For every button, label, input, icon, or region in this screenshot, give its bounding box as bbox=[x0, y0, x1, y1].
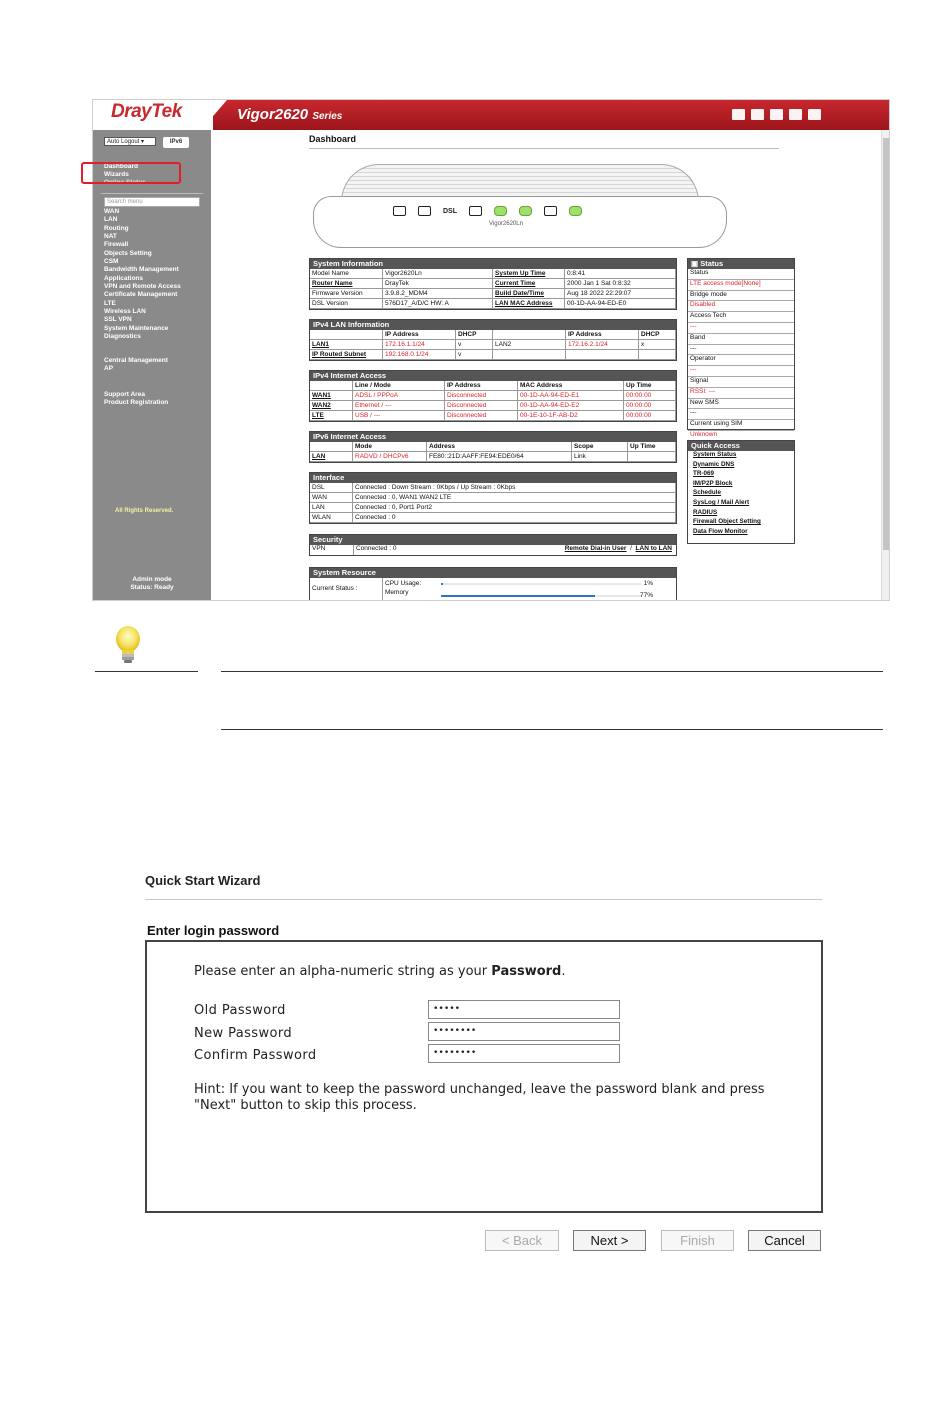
table-cell: ADSL / PPPoA bbox=[353, 391, 445, 401]
table-cell: v bbox=[456, 340, 493, 350]
status-row: LTE access mode[None] bbox=[688, 280, 794, 291]
column-header: Up Time bbox=[624, 381, 676, 391]
quick-access-link[interactable]: Data Flow Monitor bbox=[693, 527, 748, 535]
quick-access-link[interactable]: System Status bbox=[693, 451, 737, 458]
table-cell bbox=[493, 350, 566, 360]
status-row: RSSI: --- bbox=[688, 388, 794, 399]
table-cell: 0:8:41 bbox=[565, 269, 676, 279]
lan-to-lan-link[interactable]: LAN to LAN bbox=[635, 545, 672, 552]
sidebar-item-bandwidth-management[interactable]: Bandwidth Management bbox=[104, 266, 179, 274]
new-password-input[interactable]: •••••••• bbox=[428, 1022, 620, 1041]
table-cell[interactable]: Router Name bbox=[310, 279, 383, 289]
status-panel bbox=[687, 258, 795, 438]
device-leds bbox=[393, 206, 582, 216]
sidebar-item-system-maintenance[interactable]: System Maintenance bbox=[104, 324, 169, 332]
draytek-logo: DrayTek bbox=[111, 101, 182, 122]
home-icon[interactable] bbox=[732, 109, 745, 120]
column-header bbox=[310, 442, 353, 452]
table-cell: Link bbox=[572, 452, 628, 462]
table-cell: DSL bbox=[310, 483, 353, 493]
section-title: Enter login password bbox=[147, 923, 280, 938]
column-header: DHCP bbox=[639, 330, 676, 340]
table-cell: 00:00:00 bbox=[624, 391, 676, 401]
top-bar bbox=[93, 100, 890, 130]
status-header: ▣ Status bbox=[688, 259, 794, 269]
status-row: Status bbox=[688, 269, 794, 280]
column-header: MAC Address bbox=[518, 381, 624, 391]
scrollbar[interactable] bbox=[881, 130, 890, 601]
column-header bbox=[493, 330, 566, 340]
table-cell[interactable]: Build Date/Time bbox=[493, 289, 565, 299]
table-cell: USB / --- bbox=[353, 411, 445, 421]
status-row: --- bbox=[688, 323, 794, 334]
dashboard-main bbox=[211, 130, 890, 601]
remote-dial-in-link[interactable]: Remote Dial-in User bbox=[564, 545, 627, 552]
column-header: IP Address bbox=[383, 330, 456, 340]
table-cell: Disconnected bbox=[445, 401, 518, 411]
table-cell: 172.16.2.1/24 bbox=[566, 340, 639, 350]
table-cell: 192.168.0.1/24 bbox=[383, 350, 456, 360]
status-row: --- bbox=[688, 345, 794, 356]
dsl-led-label: DSL bbox=[443, 207, 457, 215]
sidebar-item-lan[interactable]: LAN bbox=[104, 216, 118, 224]
next-button[interactable]: Next > bbox=[573, 1230, 646, 1251]
table-cell: Firmware Version bbox=[310, 289, 383, 299]
status-row: New SMS bbox=[688, 399, 794, 410]
sidebar-item-routing[interactable]: Routing bbox=[104, 224, 129, 232]
confirm-password-input[interactable]: •••••••• bbox=[428, 1044, 620, 1063]
activity-led-icon bbox=[418, 206, 431, 216]
table-cell: LAN bbox=[310, 452, 353, 462]
sidebar-link-product-registration[interactable]: Product Registration bbox=[104, 399, 169, 406]
sidebar-item-vpn-and-remote-access[interactable]: VPN and Remote Access bbox=[104, 283, 181, 291]
quick-access-link[interactable]: IM/P2P Block bbox=[693, 479, 733, 487]
table-cell: 3.9.8.2_MDM4 bbox=[383, 289, 493, 299]
router-screenshot bbox=[92, 99, 890, 601]
column-header: Up Time bbox=[628, 442, 676, 452]
table-cell: Connected : 0 bbox=[353, 513, 676, 523]
wizard-title: Quick Start Wizard bbox=[145, 873, 261, 888]
power-led-icon bbox=[393, 206, 406, 216]
product-name: Vigor2620 Series bbox=[237, 106, 343, 123]
table-cell: Disconnected bbox=[445, 391, 518, 401]
table-cell: FE80::21D:AAFF:FE94:EDE0/64 bbox=[427, 452, 572, 462]
finish-button[interactable]: Finish bbox=[661, 1230, 734, 1251]
sidebar-item-wan[interactable]: WAN bbox=[104, 208, 120, 215]
back-button[interactable]: < Back bbox=[485, 1230, 559, 1251]
sidebar-item-csm[interactable]: CSM bbox=[104, 258, 119, 266]
ipv6-badge[interactable]: IPv6 bbox=[163, 137, 189, 148]
quick-access-panel: Quick Access System Status Dynamic DNS TR-069 IM/P2P Block Schedule SysLog / Mail Alert RADIUS Firewall Object Setting Data Flow Monitor bbox=[687, 440, 795, 544]
table-cell: DrayTek bbox=[383, 279, 493, 289]
sidebar-link-wizards[interactable]: Wizards bbox=[104, 171, 129, 178]
usb-led-icon bbox=[469, 206, 482, 216]
search-menu-input[interactable]: Search menu bbox=[104, 197, 200, 207]
table-cell: Aug 18 2022 22:29:07 bbox=[565, 289, 676, 299]
wizards-highlight bbox=[81, 162, 181, 184]
table-cell: Disconnected bbox=[445, 411, 518, 421]
old-password-input[interactable]: ••••• bbox=[428, 1000, 620, 1019]
sidebar-item-applications[interactable]: Applications bbox=[104, 274, 144, 282]
table-cell: v bbox=[456, 350, 493, 360]
column-header: IP Address bbox=[445, 381, 518, 391]
table-cell: Connected : 0, Port1 Port2 bbox=[353, 503, 676, 513]
table-cell: Vigor2620Ln bbox=[383, 269, 493, 279]
quick-access-link[interactable]: TR-069 bbox=[693, 470, 714, 478]
column-header: Address bbox=[427, 442, 572, 452]
table-cell: Ethernet / --- bbox=[353, 401, 445, 411]
table-cell: 00-1E-10-1F-AB-D2 bbox=[518, 411, 624, 421]
table-cell: WAN bbox=[310, 493, 353, 503]
status-row: --- bbox=[688, 366, 794, 377]
table-cell: 576D17_A/D/C HW: A bbox=[383, 299, 493, 309]
table-cell: DSL Version bbox=[310, 299, 383, 309]
table-cell: Connected : Down Stream : 0Kbps / Up Stream : 0Kbps bbox=[353, 483, 676, 493]
sidebar-item-wireless-lan[interactable]: Wireless LAN bbox=[104, 308, 146, 316]
status-row: Unknown bbox=[688, 431, 794, 442]
lan-led-icon bbox=[544, 206, 557, 216]
table-cell: x bbox=[639, 340, 676, 350]
sidebar-item-lte[interactable]: LTE bbox=[104, 299, 116, 307]
status-row: Operator bbox=[688, 355, 794, 366]
auto-logout-select[interactable]: Auto Logout ▾ bbox=[104, 137, 156, 146]
table-cell: 172.16.1.1/24 bbox=[383, 340, 456, 350]
table-cell: LAN2 bbox=[493, 340, 566, 350]
table-cell[interactable]: LTE bbox=[310, 411, 353, 421]
table-cell bbox=[628, 452, 676, 462]
cancel-button[interactable]: Cancel bbox=[748, 1230, 821, 1251]
table-cell: Model Name bbox=[310, 269, 383, 279]
table-cell bbox=[639, 350, 676, 360]
sidebar bbox=[93, 130, 211, 601]
lte-icon: ▣ bbox=[691, 259, 699, 268]
table-cell[interactable]: System Up Time bbox=[493, 269, 565, 279]
old-password-label: Old Password bbox=[194, 1003, 286, 1018]
table-cell: 2000 Jan 1 Sat 0:8:32 bbox=[565, 279, 676, 289]
admin-status: Admin mode Status: Ready bbox=[130, 576, 174, 591]
wan-led-icon bbox=[519, 206, 532, 216]
status-row: Band bbox=[688, 334, 794, 345]
column-header bbox=[310, 330, 383, 340]
lte-led-icon bbox=[494, 206, 507, 216]
sidebar-item-ssl-vpn[interactable]: SSL VPN bbox=[104, 316, 132, 324]
status-row: --- bbox=[688, 409, 794, 420]
save-icon[interactable] bbox=[789, 109, 802, 120]
list-icon[interactable] bbox=[751, 109, 764, 120]
system-information-panel: System Information Model Name Vigor2620Ln System Up Time 0:8:41 Router Name DrayTek Current Time 2000 Jan 1 Sat 0:8:32 Firmware Version 3.9.8.2_MDM4 Build Date/Time Aug 18 2022 22:29:07 DSL Version 576D17_A/D/C HW: A LAN MAC Address 00-1D-AA-94-ED-E0 bbox=[309, 258, 677, 310]
memory-usage-bar bbox=[441, 595, 641, 597]
table-cell[interactable]: WAN1 bbox=[310, 391, 353, 401]
wlan-led-icon bbox=[569, 206, 582, 216]
hint-text: Hint: If you want to keep the password unchanged, leave the password blank and press "Next" button to skip this process. bbox=[194, 1082, 765, 1113]
ipv4-lan-panel: IPv4 LAN Information IP Address DHCP IP Address DHCP LAN1 172.16.1.1/24 v LAN2 172.16.2.1/24 x IP Routed Subnet 192.168.0.1/24 v bbox=[309, 319, 677, 361]
sidebar-menu bbox=[104, 208, 181, 342]
ipv4-internet-panel: IPv4 Internet Access Line / Mode IP Address MAC Address Up Time WAN1 ADSL / PPPoA Disconnected 00-1D-AA-94-ED-E1 00:00:00 WAN2 Ethernet / --- Disconnected 00-1D-AA-94-ED-E2 00:00:00 LTE USB / --- Disconnected 00-1E-10-1F-AB-D2 00:00:00 bbox=[309, 370, 677, 422]
table-cell[interactable]: WAN2 bbox=[310, 401, 353, 411]
table-cell[interactable]: IP Routed Subnet bbox=[310, 350, 383, 360]
cpu-usage-bar bbox=[441, 583, 641, 585]
column-header: Scope bbox=[572, 442, 628, 452]
login-password-form bbox=[145, 940, 823, 1213]
lightbulb-icon bbox=[112, 625, 144, 669]
table-cell: Connected : 0, WAN1 WAN2 LTE bbox=[353, 493, 676, 503]
sidebar-item-certificate-management[interactable]: Certificate Management bbox=[104, 291, 178, 299]
page-title: Dashboard bbox=[309, 134, 357, 144]
status-row: Current using SIM bbox=[688, 420, 794, 431]
security-panel: Security VPN Connected : 0 Remote Dial-in User / LAN to LAN bbox=[309, 534, 677, 556]
sidebar-link-ap[interactable]: AP bbox=[104, 365, 114, 372]
status-row: Signal bbox=[688, 377, 794, 388]
quick-access-link[interactable]: RADIUS bbox=[693, 508, 718, 516]
table-cell[interactable]: Current Time bbox=[493, 279, 565, 289]
rights-text: All Rights Reserved. bbox=[115, 508, 174, 514]
column-header: Line / Mode bbox=[353, 381, 445, 391]
ipv6-internet-panel: IPv6 Internet Access Mode Address Scope Up Time LAN RADVD / DHCPv6 FE80::21D:AAFF:FE94:EDE0/64 Link bbox=[309, 431, 677, 463]
quick-access-link[interactable]: Dynamic DNS bbox=[693, 460, 735, 468]
logout-icon[interactable] bbox=[808, 109, 821, 120]
table-cell: 00-1D-AA-94-ED-E2 bbox=[518, 401, 624, 411]
table-cell[interactable]: LAN MAC Address bbox=[493, 299, 565, 309]
router-device-image bbox=[313, 162, 725, 248]
table-cell[interactable]: LAN1 bbox=[310, 340, 383, 350]
quick-access-link[interactable]: Schedule bbox=[693, 489, 721, 497]
table-cell: 00-1D-AA-94-ED-E1 bbox=[518, 391, 624, 401]
system-resource-panel: System Resource Current Status : CPU Usage: 1% Memory 77% bbox=[309, 567, 677, 601]
new-password-label: New Password bbox=[194, 1026, 293, 1041]
top-icons bbox=[732, 109, 821, 120]
table-cell: RADVD / DHCPv6 bbox=[353, 452, 427, 462]
sidebar-item-firewall[interactable]: Firewall bbox=[104, 241, 129, 249]
sidebar-link-central-management[interactable]: Central Management bbox=[104, 357, 168, 364]
column-header bbox=[310, 381, 353, 391]
column-header: IP Address bbox=[566, 330, 639, 340]
device-model-label: Vigor2620Ln bbox=[489, 221, 523, 227]
table-cell: WLAN bbox=[310, 513, 353, 523]
status-row: Access Tech bbox=[688, 312, 794, 323]
sidebar-item-nat[interactable]: NAT bbox=[104, 233, 117, 241]
column-header: Mode bbox=[353, 442, 427, 452]
quick-access-link[interactable]: Firewall Object Setting bbox=[693, 518, 761, 526]
column-header: DHCP bbox=[456, 330, 493, 340]
status-row: Bridge mode bbox=[688, 291, 794, 302]
sidebar-item-diagnostics[interactable]: Diagnostics bbox=[104, 333, 141, 341]
table-cell: 00-1D-AA-94-ED-E0 bbox=[565, 299, 676, 309]
table-cell: LAN bbox=[310, 503, 353, 513]
table-cell bbox=[566, 350, 639, 360]
interface-panel: Interface DSL Connected : Down Stream : 0Kbps / Up Stream : 0Kbps WAN Connected : 0, WAN1 WAN2 LTE LAN Connected : 0, Port1 Port2 WLAN Connected : 0 bbox=[309, 472, 677, 524]
status-row: Disabled bbox=[688, 301, 794, 312]
equalizer-icon[interactable] bbox=[770, 109, 783, 120]
table-cell: 00:00:00 bbox=[624, 411, 676, 421]
table-cell: 00:00:00 bbox=[624, 401, 676, 411]
quick-access-link[interactable]: SysLog / Mail Alert bbox=[693, 498, 750, 506]
sidebar-item-objects-setting[interactable]: Objects Setting bbox=[104, 249, 152, 257]
confirm-password-label: Confirm Password bbox=[194, 1048, 317, 1063]
instruction-text: Please enter an alpha-numeric string as your Password. bbox=[194, 964, 566, 979]
sidebar-link-support-area[interactable]: Support Area bbox=[104, 391, 145, 398]
sidebar-link-dashboard[interactable]: Dashboard bbox=[104, 163, 138, 170]
sidebar-link-online-status[interactable]: Online Status bbox=[104, 179, 146, 186]
